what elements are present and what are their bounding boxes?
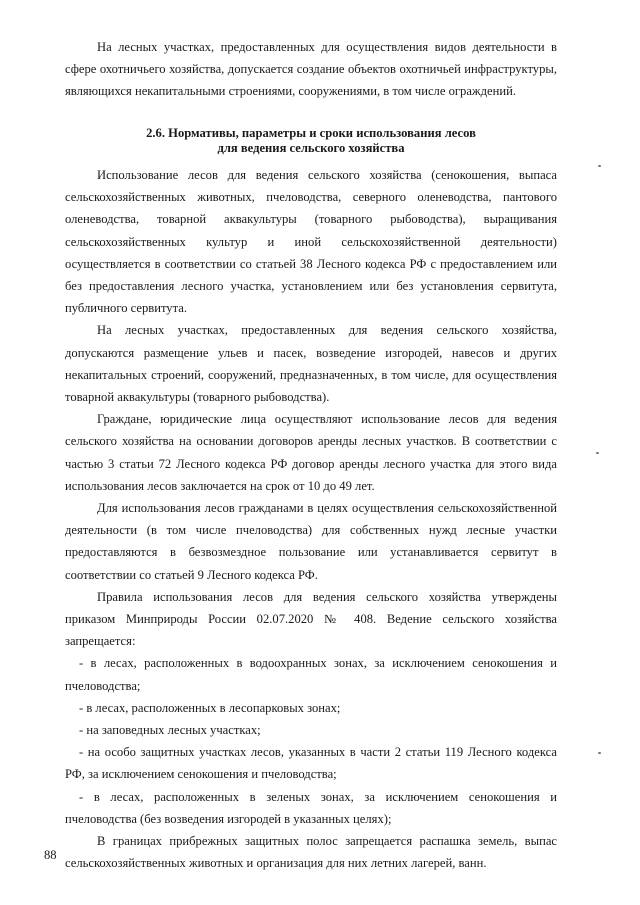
paragraph-final: В границах прибрежных защитных полос запрещается распашка земель, выпас сельскохозяйственных животных и организация для них летних лагерей, ванн. bbox=[65, 834, 557, 871]
paragraph-usage: Использование лесов для ведения сельского хозяйства (сенокошения, выпаса сельскохозяйственных животных, пчеловодства, северного оленеводства, пантового оленеводства, товарной аквакультуры (товарного рыбоводства), выращивания сельскохозяйственных культур и иной сельскохозяйственной деятельности) осуществляется в соответствии со статьей 38 Лесного кодекса РФ с предоставлением или без предоставления лесного участка, установлением или без установления сервитута, публичного сервитута. bbox=[65, 168, 557, 316]
list-item: - в лесах, расположенных в зеленых зонах, за исключением сенокошения и пчеловодства (без возведения изгородей в указанных целях); bbox=[65, 789, 557, 826]
list-item: - на особо защитных участках лесов, указанных в части 2 статьи 119 Лесного кодекса РФ, за исключением сенокошения и пчеловодства; bbox=[65, 745, 557, 782]
body-block bbox=[65, 164, 557, 875]
paragraph-lease: Граждане, юридические лица осуществляют использование лесов для ведения сельского хозяйства на основании договоров аренды лесных участков. В соответствии с частью 3 статьи 72 Лесного кодекса РФ договор аренды лесного участка для этого вида использования лесов заключается на срок от 10 до 49 лет. bbox=[65, 412, 557, 493]
section-heading-line1: 2.6. Нормативы, параметры и сроки использования лесов bbox=[146, 126, 476, 140]
scan-speck bbox=[598, 165, 601, 167]
paragraph-citizens: Для использования лесов гражданами в целях осуществления сельскохозяйственной деятельности (в том числе пчеловодства) для собственных нужд лесные участки предоставляются в безвозмездное пользование или устанавливается сервитут в соответствии со статьей 9 Лесного кодекса РФ. bbox=[65, 501, 557, 582]
page-number: 88 bbox=[44, 848, 57, 862]
paragraph-intro: На лесных участках, предоставленных для осуществления видов деятельности в сфере охотничьего хозяйства, допускается создание объектов охотничьей инфраструктуры, являющихся некапитальными строениями, сооружениями, в том числе ограждений. bbox=[65, 40, 557, 99]
paragraph-rules: Правила использования лесов для ведения сельского хозяйства утверждены приказом Минприроды России 02.07.2020 № 408. Ведение сельского хозяйства запрещается: bbox=[65, 589, 557, 649]
scan-speck bbox=[596, 452, 599, 454]
intro-block bbox=[65, 36, 557, 103]
section-heading-line2: для ведения сельского хозяйства bbox=[217, 141, 405, 155]
list-item: - в лесах, расположенных в лесопарковых зонах; bbox=[79, 700, 341, 715]
scan-speck bbox=[598, 752, 601, 754]
list-item: - в лесах, расположенных в водоохранных зонах, за исключением сенокошения и пчеловодства; bbox=[65, 656, 557, 693]
section-heading bbox=[65, 126, 557, 156]
paragraph-structures: На лесных участках, предоставленных для ведения сельского хозяйства, допускаются размещение ульев и пасек, возведение изгородей, навесов и других некапитальных строений, сооружений, предназначенных, в том числе, для осуществления товарной аквакультуры (товарного рыбоводства). bbox=[65, 323, 557, 405]
list-item: - на заповедных лесных участках; bbox=[79, 723, 261, 738]
